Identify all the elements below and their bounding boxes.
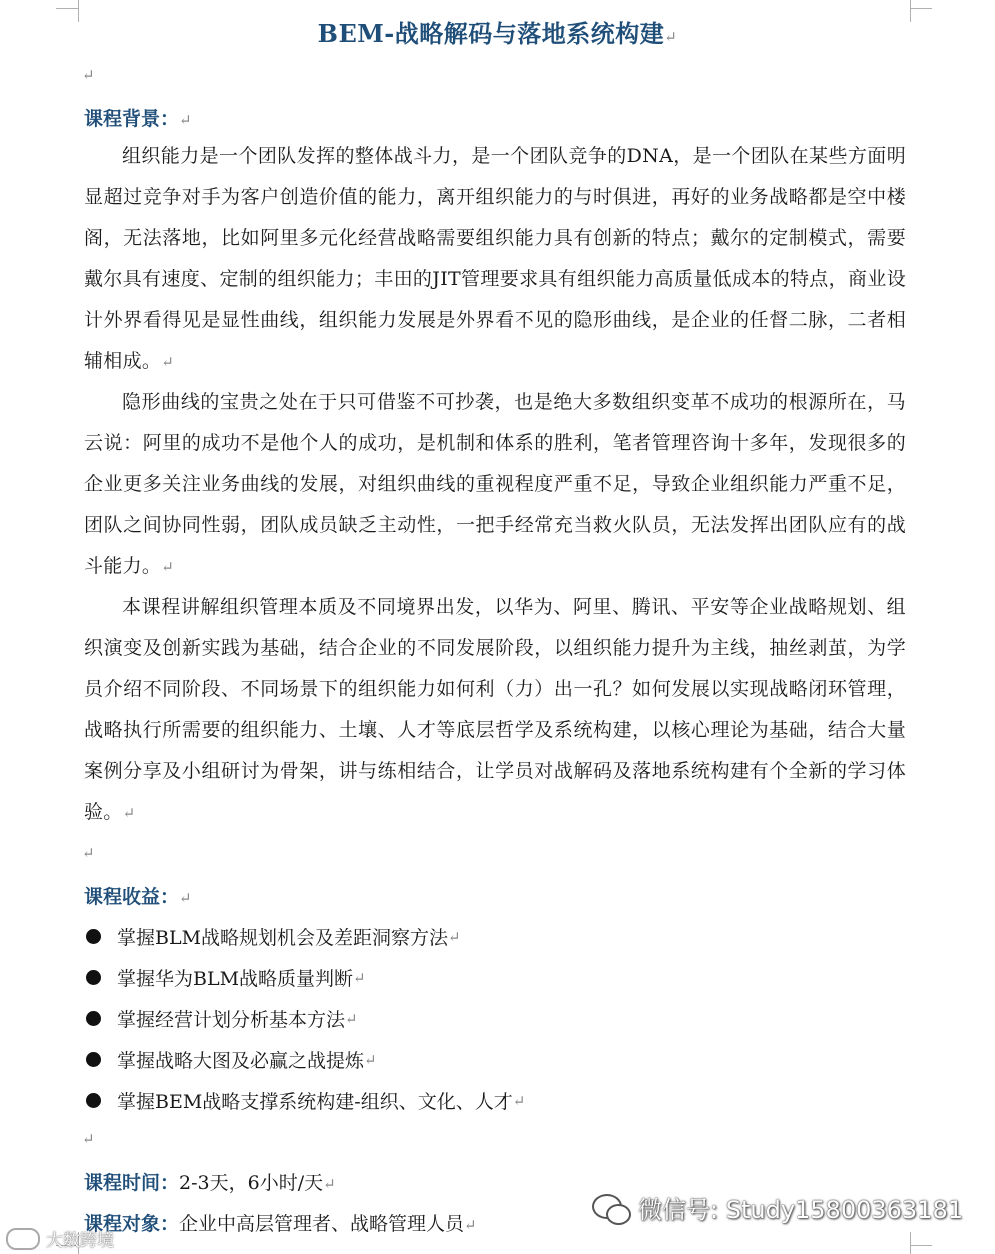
course-audience: 课程对象：企业中高层管理者、战略管理人员↵ [84,1213,477,1235]
benefit-item: 掌握经营计划分析基本方法 ↵ [84,1005,358,1032]
paragraph-mark: ↵ [664,28,678,46]
corner-logo-text: 大数跨境 [46,1231,114,1251]
watermark-text: 微信号: Study15800363181 [638,1196,963,1224]
paragraph-mark: ↵ [161,353,175,371]
paragraph-mark: ↵ [82,844,95,862]
paragraph-mark: ↵ [122,804,136,822]
course-duration: 课程时间：2-3天，6小时/天↵ [84,1172,336,1194]
crop-mark [910,1245,932,1246]
background-paragraph-2: 隐形曲线的宝贵之处在于只可借鉴不可抄袭，也是绝大多数组织变革不成功的根源所在，马云说：阿里的成功不是他个人的成功，是机制和体系的胜利，笔者管理咨询十多年，发现很多的企业更多关注业务曲线的发展，对组织曲线的重视程度严重不足，导致企业组织能力严重不足，团队之间协同性弱，团队成员缺乏主动性，一把手经常充当救火队员，无法发挥出团队应有的战斗能力。↵ [84,391,906,577]
bullet-icon [86,929,101,944]
paragraph-mark: ↵ [345,1009,358,1028]
benefit-item: 掌握战略大图及必赢之战提炼 ↵ [84,1046,377,1073]
logo-icon [6,1228,40,1250]
section-heading-background: 课程背景：↵ [84,108,192,130]
document-title: BEM-战略解码与落地系统构建↵ [317,19,678,48]
paragraph-mark: ↵ [82,1130,95,1148]
background-paragraph-3: 本课程讲解组织管理本质及不同境界出发，以华为、阿里、腾讯、平安等企业战略规划、组织演变及创新实践为基础，结合企业的不同发展阶段，以组织能力提升为主线，抽丝剥茧，为学员介绍不同阶段、不同场景下的组织能力如何利（力）出一孔？如何发展以实现战略闭环管理，战略执行所需要的组织能力、土壤、人才等底层哲学及系统构建，以核心理论为基础，结合大量案例分享及小组研讨为骨架，讲与练相结合，让学员对战解码及落地系统构建有个全新的学习体验。↵ [84,596,906,823]
crop-mark [56,8,78,9]
paragraph-mark: ↵ [364,1050,377,1069]
benefit-item: 掌握华为BLM战略质量判断 ↵ [84,964,366,991]
section-heading-benefits: 课程收益：↵ [84,886,192,908]
paragraph-mark: ↵ [448,927,461,946]
paragraph-mark: ↵ [512,1091,526,1110]
paragraph-mark: ↵ [161,558,175,576]
wechat-watermark [592,1190,963,1225]
paragraph-mark: ↵ [353,968,366,987]
background-paragraph-1: 组织能力是一个团队发挥的整体战斗力，是一个团队竞争的DNA，是一个团队在某些方面明显超过竞争对手为客户创造价值的能力，离开组织能力的与时俱进，再好的业务战略都是空中楼阁，无法落地，比如阿里多元化经营战略需要组织能力具有创新的特点；戴尔的定制模式，需要戴尔具有速度、定制的组织能力；丰田的JIT管理要求具有组织能力高质量低成本的特点，商业设计外界看得见是显性曲线，组织能力发展是外界看不见的隐形曲线，是企业的任督二脉，二者相辅相成。↵ [84,145,906,372]
bullet-icon [86,970,101,985]
crop-mark [910,1232,911,1254]
course-duration-value: 2-3天，6小时/天 [179,1172,324,1194]
benefit-item: 掌握BEM战略支撑系统构建-组织、文化、人才 ↵ [84,1087,525,1114]
bullet-icon [86,1093,101,1108]
benefit-item: 掌握BLM战略规划机会及差距洞察方法 ↵ [84,923,461,950]
bullet-icon [86,1011,101,1026]
wechat-icon [592,1192,630,1224]
course-audience-value: 企业中高层管理者、战略管理人员 [179,1213,465,1235]
paragraph-mark: ↵ [179,111,192,129]
crop-mark [910,8,932,9]
bullet-icon [86,1052,101,1067]
paragraph-mark: ↵ [179,889,192,907]
corner-logo [6,1226,114,1251]
paragraph-mark: ↵ [323,1175,336,1193]
paragraph-mark: ↵ [82,66,95,84]
paragraph-mark: ↵ [464,1216,477,1234]
